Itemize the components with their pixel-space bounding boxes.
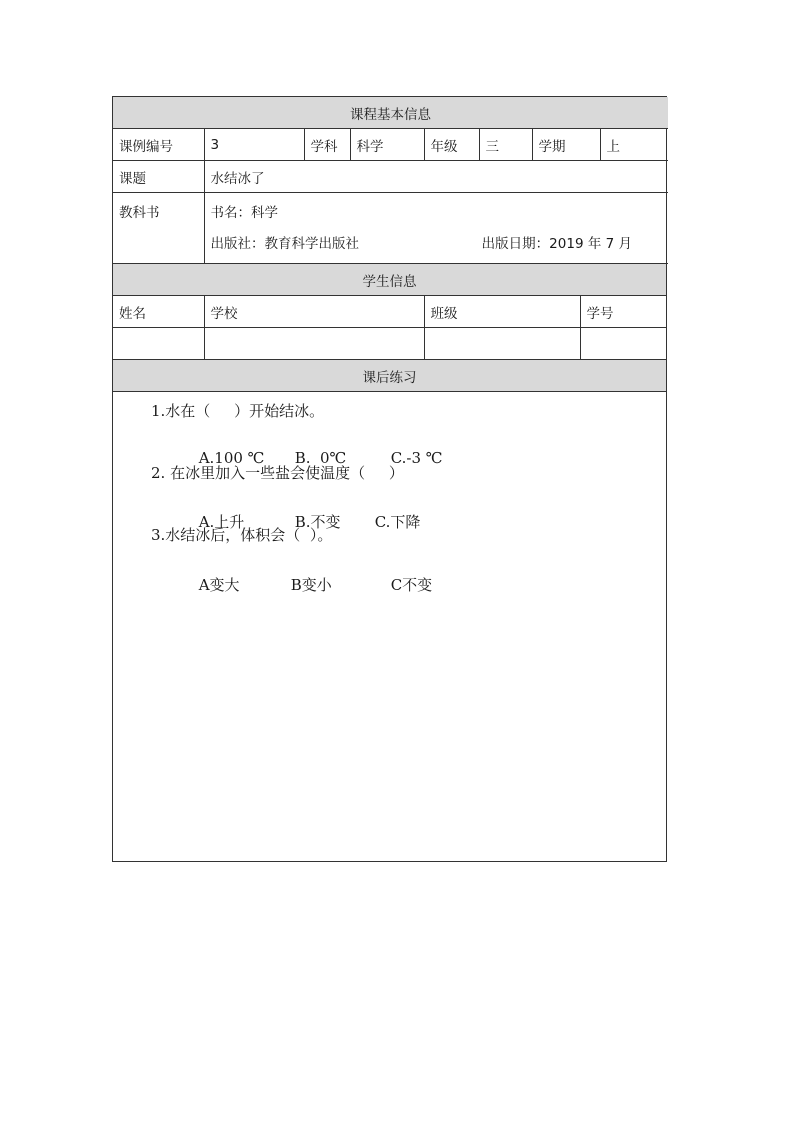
q1-option-c: C.-3 ℃ (390, 449, 443, 467)
topic-value: 水结冰了 (204, 161, 668, 193)
subject-label: 学科 (304, 129, 350, 161)
worksheet (112, 96, 667, 862)
q3-option-c: C不变 (390, 576, 433, 594)
q2-option-c: C.下降 (374, 513, 421, 531)
textbook-label: 教科书 (113, 193, 204, 264)
question-3: 3.水结冰后，体积会（ ）。 (151, 526, 333, 544)
q1-option-b: B. 0℃ (294, 449, 347, 467)
student-info-header: 学生信息 (113, 264, 666, 296)
q3-option-a: A变大 (198, 576, 240, 594)
publish-date: 出版日期：2019 年 7 月 (481, 236, 632, 252)
case-no-label: 课例编号 (113, 129, 204, 161)
grade-value: 三 (479, 129, 532, 161)
school-field[interactable] (204, 328, 424, 360)
student-info-table (113, 264, 666, 360)
exercise-header: 课后练习 (113, 360, 666, 392)
course-info-header: 课程基本信息 (113, 97, 668, 129)
q3-option-b: B变小 (290, 576, 332, 594)
textbook-info (204, 193, 668, 264)
term-value: 上 (600, 129, 668, 161)
publisher: 出版社：教育科学出版社 (210, 236, 359, 252)
school-label: 学校 (204, 296, 424, 328)
q2-option-b: B.不变 (294, 513, 341, 531)
exercise-table (113, 360, 666, 861)
student-id-field[interactable] (580, 328, 666, 360)
topic-label: 课题 (113, 161, 204, 193)
question-1: 1.水在（ ）开始结冰。 (151, 402, 325, 420)
student-id-label: 学号 (580, 296, 666, 328)
exercise-body (113, 392, 666, 862)
case-no-value: 3 (204, 129, 304, 161)
book-name: 书名：科学 (210, 205, 278, 221)
class-field[interactable] (424, 328, 580, 360)
question-3-options (151, 556, 432, 613)
term-label: 学期 (532, 129, 600, 161)
grade-label: 年级 (424, 129, 479, 161)
question-2: 2. 在冰里加入一些盐会使温度（ ） (151, 464, 404, 482)
q1-option-a: A.100 ℃ (198, 449, 265, 467)
subject-value: 科学 (350, 129, 424, 161)
name-label: 姓名 (113, 296, 204, 328)
name-field[interactable] (113, 328, 204, 360)
class-label: 班级 (424, 296, 580, 328)
q2-option-a: A.上升 (198, 513, 245, 531)
course-info-table (113, 97, 668, 264)
